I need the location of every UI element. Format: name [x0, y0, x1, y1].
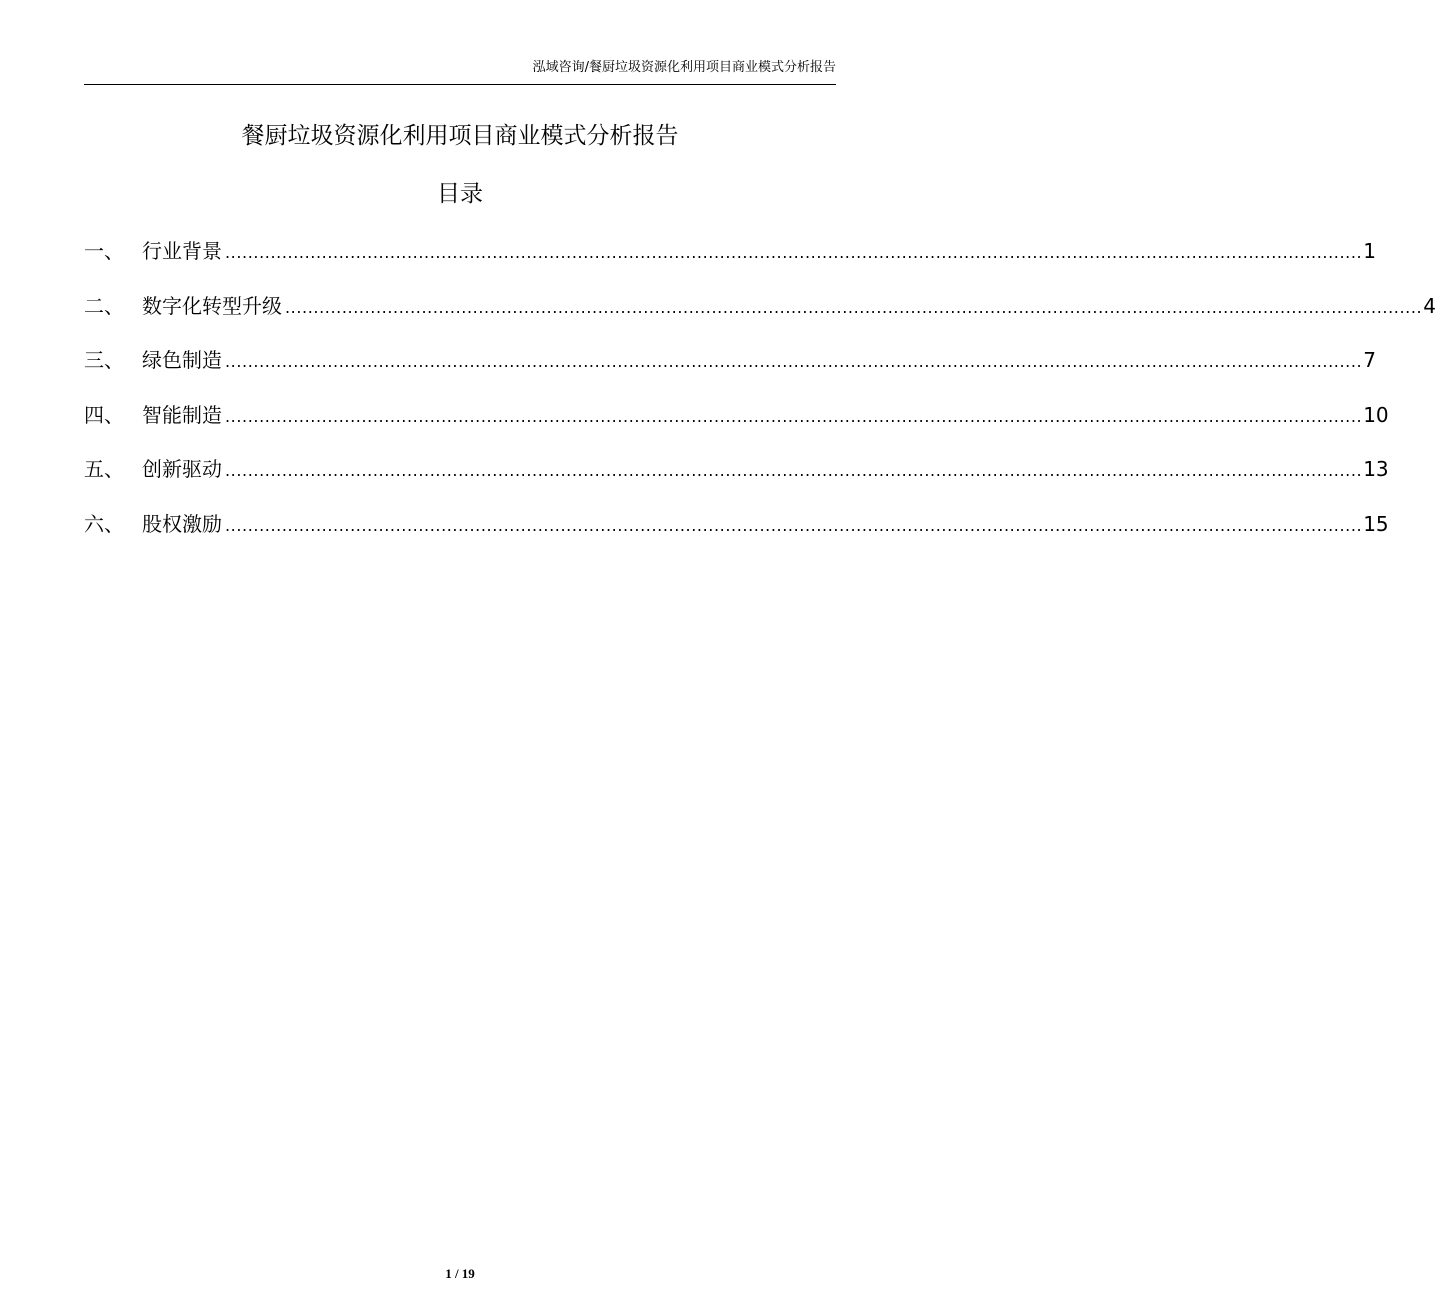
toc-entry-page: 10 [1363, 402, 1389, 427]
running-header: 泓域咨询/餐厨垃圾资源化利用项目商业模式分析报告 [532, 60, 836, 75]
toc-entry-title: 股权激励 [142, 511, 222, 536]
toc-entry-title: 数字化转型升级 [142, 293, 282, 318]
toc-entry-number: 一、 [84, 239, 124, 263]
toc-entry-number: 二、 [84, 293, 124, 318]
toc-entry-page: 7 [1363, 348, 1376, 373]
toc-dot-leader: ........................................................................................................................................................................................................ [225, 352, 1363, 372]
toc-entry-number: 五、 [84, 457, 124, 482]
toc-entry-page: 15 [1363, 511, 1389, 536]
header-divider [84, 84, 836, 85]
toc-entry-page: 4 [1423, 293, 1436, 318]
toc-entry-title: 智能制造 [142, 402, 222, 427]
toc-entry[interactable] [84, 506, 1389, 542]
toc-entry[interactable] [84, 233, 1376, 269]
toc-entry-number: 三、 [84, 348, 124, 373]
toc-entry-page: 1 [1363, 239, 1376, 263]
toc-entry-title: 行业背景 [142, 239, 222, 263]
toc-heading: 目录 [437, 181, 483, 207]
page-number: 1 / 19 [445, 1266, 475, 1281]
toc-entry[interactable] [84, 451, 1389, 487]
toc-dot-leader: ........................................................................................................................................................................................................ [225, 461, 1363, 481]
toc-entry[interactable] [84, 288, 1436, 324]
document-title: 餐厨垃圾资源化利用项目商业模式分析报告 [241, 123, 679, 149]
toc-entry-page: 13 [1363, 457, 1389, 482]
toc-dot-leader: ........................................................................................................................................................................................................ [225, 515, 1363, 535]
toc-dot-leader: ........................................................................................................................................................................................................ [285, 297, 1423, 317]
toc-entry-title: 创新驱动 [142, 457, 222, 482]
toc-entry-number: 六、 [84, 511, 124, 536]
table-of-contents [84, 233, 1436, 561]
toc-entry[interactable] [84, 397, 1389, 433]
toc-entry-title: 绿色制造 [142, 348, 222, 373]
toc-entry-number: 四、 [84, 402, 124, 427]
toc-dot-leader: ........................................................................................................................................................................................................ [225, 406, 1363, 426]
toc-entry[interactable] [84, 342, 1376, 378]
toc-dot-leader: ........................................................................................................................................................................................................ [225, 243, 1363, 262]
